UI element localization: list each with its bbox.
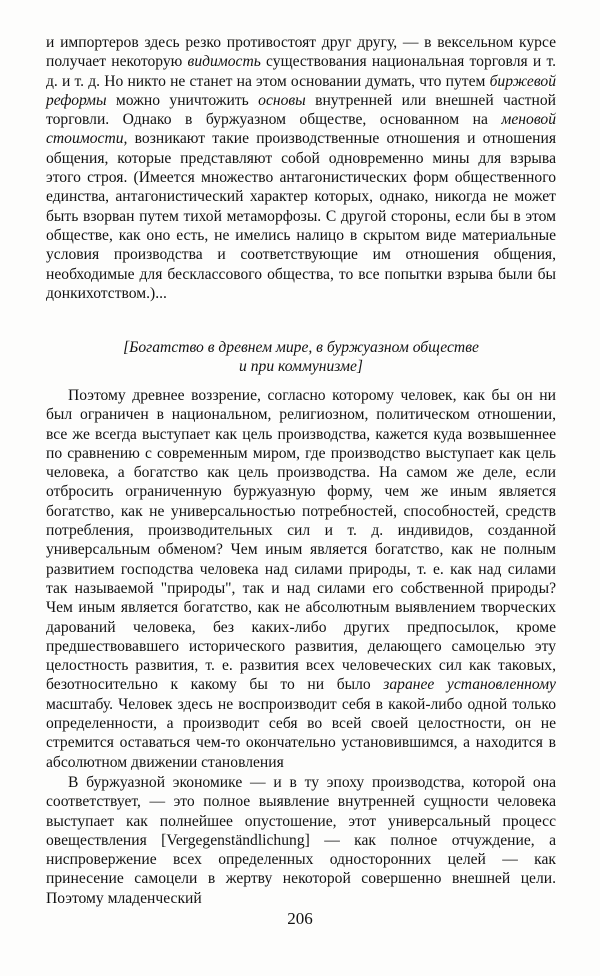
section-heading-line-2: и при коммунизме] <box>239 358 363 375</box>
emphasis-text: биржевой реформы <box>46 72 556 109</box>
section-heading <box>46 338 556 376</box>
paragraph-2: Поэтому древнее воззрение, согласно которому человек, как бы он ни был ограничен в национальном, религиозном, политическом отношении, все же всегда выступает как цель производства, кажется куда возвышеннее по сравнению с современным миром, где производство выступает как цель человека, а богатство как цель производства. На самом же деле, если отбросить ограниченную буржуазную форму, чем же иным является богатство, как не универсальностью потребностей, способностей, средств потребления, производительных сил и т. д. индивидов, созданной универсальным обменом? Чем иным является богатство, как не полным развитием господства человека над силами природы, т. е. как над силами так называемой "природы", так и над силами его собственной природы? Чем иным является богатство, как не абсолютным выявлением творческих дарований человека, без каких-либо других предпосылок, кроме предшествовавшего исторического развития, делающего самоцелью эту целостность развития, т. е. развития всех человеческих сил как таковых, безотносительно к какому бы то ни было заранее установленному масштабу. Человек здесь не воспроизводит себя в какой-либо одной только определенности, а производит себя во всей своей целостности, он не стремится оставаться чем-то окончательно установившимся, а находится в абсолютном движении становления <box>46 387 556 771</box>
paragraph-3: В буржуазной экономике — и в ту эпоху производства, которой она соответствует, — это полное выявление внутренней сущности человека выступает как полнейшее опустошение, этот универсальный процесс овеществления [Vergegenständlichung] — как полное отчуждение, а ниспровержение всех определенных односторонних целей — как принесение самоцели в жертву некоторой совершенно внешней цели. Поэтому младенческий <box>46 774 556 907</box>
emphasis-text: меновой стоимости, <box>46 111 556 148</box>
emphasis-text: заранее установленному <box>383 676 556 694</box>
section-heading-line-1: [Богатство в древнем мире, в буржуазном обществе <box>123 339 479 356</box>
emphasis-text: видимость <box>187 53 261 71</box>
emphasis-text: основы <box>258 91 306 109</box>
page-number: 206 <box>287 909 313 928</box>
paragraph-1: и импортеров здесь резко противостоят друг другу, — в вексельном курсе получает некоторую видимость существования национальная торговля и т. д. и т. д. Но никто не станет на этом основании думать, что путем биржевой реформы можно уничтожить основы внутренней или внешней частной торговли. Однако в буржуазном обществе, основанном на меновой стоимости, возникают такие производственные отношения и отношения общения, которые представляют собой одновременно мины для взрыва этого строя. (Имеется множество антагонистических форм общественного единства, антагонистический характер которых, однако, никогда не может быть взорван путем тихой метаморфозы. С другой стороны, если бы в этом обществе, как оно есть, не имелись налицо в скрытом виде материальные условия производства и соответствующие им отношения общения, необходимые для бесклассового общества, то все попытки взрыва были бы донкихотством.)... <box>46 34 556 302</box>
